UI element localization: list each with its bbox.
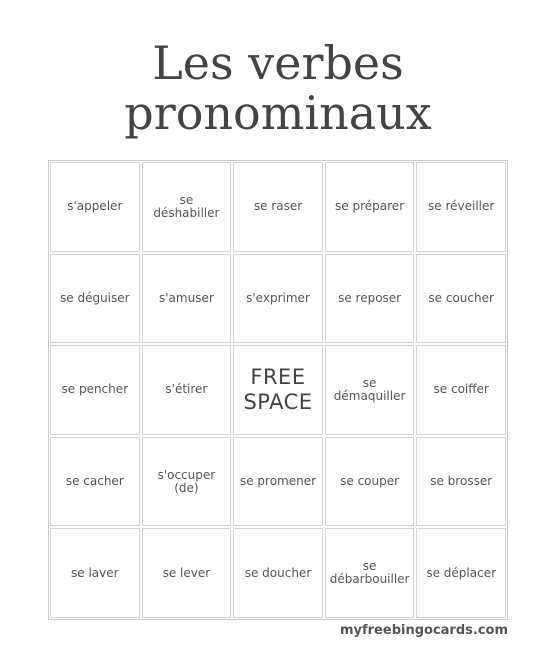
bingo-cell[interactable]: se promener [233,437,323,527]
bingo-cell[interactable]: se lever [142,528,232,618]
bingo-cell[interactable]: se couper [325,437,415,527]
bingo-cell[interactable]: se pencher [50,345,140,435]
title-line-1: Les verbes [152,36,404,90]
bingo-cell[interactable]: se brosser [416,437,506,527]
bingo-cell[interactable]: se débarbouiller [325,528,415,618]
bingo-cell[interactable]: se démaquiller [325,345,415,435]
bingo-cell[interactable]: se coucher [416,254,506,344]
bingo-cell[interactable]: s'étirer [142,345,232,435]
bingo-board [48,160,508,620]
title-line-2: pronominaux [124,86,432,140]
bingo-cell[interactable]: s'occuper (de) [142,437,232,527]
bingo-cell[interactable]: se laver [50,528,140,618]
bingo-cell[interactable]: s'appeler [50,162,140,252]
bingo-cell[interactable]: se coiffer [416,345,506,435]
bingo-cell[interactable]: se déshabiller [142,162,232,252]
bingo-cell[interactable]: se réveiller [416,162,506,252]
bingo-cell[interactable]: se reposer [325,254,415,344]
bingo-cell[interactable]: se raser [233,162,323,252]
bingo-cell[interactable]: s'exprimer [233,254,323,344]
bingo-cell[interactable]: se déguiser [50,254,140,344]
bingo-cell[interactable]: se déplacer [416,528,506,618]
bingo-cell[interactable]: se doucher [233,528,323,618]
free-space-cell[interactable]: FREE SPACE [233,345,323,435]
site-credit: myfreebingocards.com [339,623,508,638]
bingo-cell[interactable]: se préparer [325,162,415,252]
page-title [0,38,556,138]
bingo-cell[interactable]: s'amuser [142,254,232,344]
bingo-cell[interactable]: se cacher [50,437,140,527]
